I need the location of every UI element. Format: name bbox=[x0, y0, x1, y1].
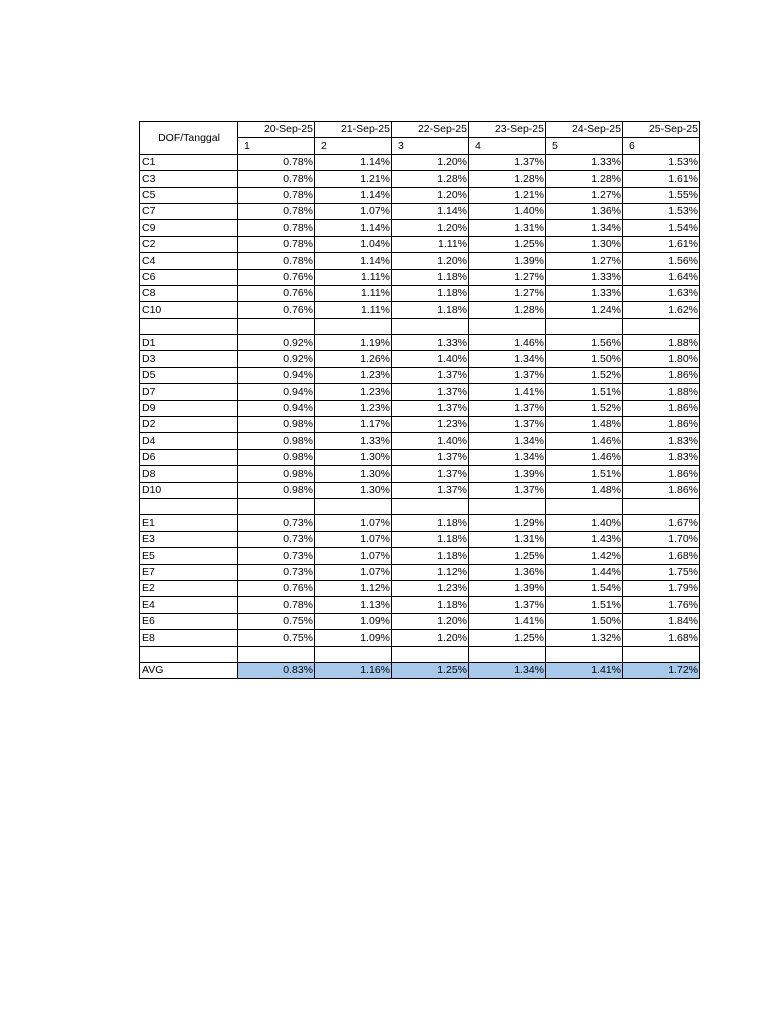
value-cell: 1.52% bbox=[546, 367, 623, 383]
row-label: D6 bbox=[140, 449, 238, 465]
value-cell: 1.54% bbox=[623, 220, 700, 236]
value-cell: 1.61% bbox=[623, 171, 700, 187]
value-cell: 1.67% bbox=[623, 515, 700, 531]
value-cell: 0.78% bbox=[238, 171, 315, 187]
table-row bbox=[140, 548, 700, 564]
row-label: D1 bbox=[140, 335, 238, 351]
value-cell: 0.98% bbox=[238, 482, 315, 498]
value-cell: 1.13% bbox=[315, 597, 392, 613]
table-row bbox=[140, 433, 700, 449]
value-cell: 1.29% bbox=[469, 515, 546, 531]
value-cell: 1.18% bbox=[392, 269, 469, 285]
row-label: C10 bbox=[140, 302, 238, 318]
table-row bbox=[140, 580, 700, 596]
value-cell: 1.48% bbox=[546, 417, 623, 433]
value-cell: 1.76% bbox=[623, 597, 700, 613]
value-cell: 0.76% bbox=[238, 302, 315, 318]
value-cell: 1.37% bbox=[392, 367, 469, 383]
value-cell: 1.32% bbox=[546, 630, 623, 646]
day-number-header: 2 bbox=[315, 138, 392, 154]
row-label: C8 bbox=[140, 285, 238, 301]
value-cell: 1.75% bbox=[623, 564, 700, 580]
value-cell bbox=[546, 498, 623, 514]
avg-cell: 0.83% bbox=[238, 662, 315, 678]
value-cell bbox=[315, 498, 392, 514]
value-cell: 1.24% bbox=[546, 302, 623, 318]
table-footer bbox=[140, 662, 700, 678]
value-cell: 1.37% bbox=[392, 449, 469, 465]
value-cell: 0.73% bbox=[238, 515, 315, 531]
value-cell: 1.64% bbox=[623, 269, 700, 285]
value-cell: 0.78% bbox=[238, 597, 315, 613]
value-cell: 1.11% bbox=[392, 236, 469, 252]
value-cell: 1.27% bbox=[546, 253, 623, 269]
table-row bbox=[140, 417, 700, 433]
value-cell: 0.78% bbox=[238, 203, 315, 219]
value-cell bbox=[546, 318, 623, 334]
value-cell: 1.86% bbox=[623, 367, 700, 383]
value-cell: 1.54% bbox=[546, 580, 623, 596]
table-row bbox=[140, 384, 700, 400]
value-cell: 1.51% bbox=[546, 384, 623, 400]
value-cell: 1.88% bbox=[623, 384, 700, 400]
value-cell: 0.98% bbox=[238, 466, 315, 482]
value-cell bbox=[238, 646, 315, 662]
value-cell: 0.94% bbox=[238, 400, 315, 416]
value-cell: 1.34% bbox=[546, 220, 623, 236]
table-row bbox=[140, 613, 700, 629]
table-row bbox=[140, 482, 700, 498]
value-cell: 1.50% bbox=[546, 613, 623, 629]
value-cell: 1.28% bbox=[546, 171, 623, 187]
avg-cell: 1.16% bbox=[315, 662, 392, 678]
date-header: 20-Sep-25 bbox=[238, 122, 315, 138]
value-cell: 0.98% bbox=[238, 433, 315, 449]
value-cell: 0.78% bbox=[238, 220, 315, 236]
value-cell: 1.25% bbox=[469, 630, 546, 646]
table-row bbox=[140, 154, 700, 170]
table-row bbox=[140, 630, 700, 646]
table-row bbox=[140, 302, 700, 318]
value-cell: 1.20% bbox=[392, 187, 469, 203]
value-cell: 1.37% bbox=[392, 384, 469, 400]
value-cell: 1.36% bbox=[546, 203, 623, 219]
value-cell: 1.53% bbox=[623, 154, 700, 170]
value-cell: 0.75% bbox=[238, 630, 315, 646]
value-cell: 1.27% bbox=[546, 187, 623, 203]
date-header: 23-Sep-25 bbox=[469, 122, 546, 138]
value-cell: 1.09% bbox=[315, 613, 392, 629]
value-cell: 1.37% bbox=[392, 482, 469, 498]
avg-cell: 1.34% bbox=[469, 662, 546, 678]
value-cell: 1.50% bbox=[546, 351, 623, 367]
value-cell: 0.78% bbox=[238, 253, 315, 269]
value-cell: 1.37% bbox=[469, 417, 546, 433]
table-row bbox=[140, 367, 700, 383]
value-cell: 1.80% bbox=[623, 351, 700, 367]
table-row bbox=[140, 531, 700, 547]
value-cell: 1.27% bbox=[469, 269, 546, 285]
table-row bbox=[140, 187, 700, 203]
row-label: E5 bbox=[140, 548, 238, 564]
value-cell: 1.26% bbox=[315, 351, 392, 367]
value-cell: 1.37% bbox=[469, 400, 546, 416]
row-label bbox=[140, 318, 238, 334]
row-label: E8 bbox=[140, 630, 238, 646]
value-cell bbox=[392, 318, 469, 334]
value-cell: 1.07% bbox=[315, 531, 392, 547]
value-cell bbox=[315, 646, 392, 662]
value-cell: 1.14% bbox=[315, 220, 392, 236]
day-number-header: 5 bbox=[546, 138, 623, 154]
value-cell: 1.20% bbox=[392, 253, 469, 269]
value-cell: 1.04% bbox=[315, 236, 392, 252]
table-row bbox=[140, 335, 700, 351]
table-row bbox=[140, 466, 700, 482]
row-label: E1 bbox=[140, 515, 238, 531]
value-cell: 1.86% bbox=[623, 417, 700, 433]
value-cell: 1.33% bbox=[315, 433, 392, 449]
value-cell: 1.37% bbox=[469, 367, 546, 383]
value-cell bbox=[469, 498, 546, 514]
value-cell: 1.25% bbox=[469, 236, 546, 252]
value-cell: 1.17% bbox=[315, 417, 392, 433]
table-row bbox=[140, 253, 700, 269]
value-cell: 1.37% bbox=[469, 482, 546, 498]
table-body bbox=[140, 154, 700, 662]
value-cell bbox=[623, 498, 700, 514]
avg-row bbox=[140, 662, 700, 678]
spacer-row bbox=[140, 318, 700, 334]
value-cell: 1.18% bbox=[392, 285, 469, 301]
value-cell: 1.41% bbox=[469, 613, 546, 629]
row-label: E3 bbox=[140, 531, 238, 547]
row-label: C7 bbox=[140, 203, 238, 219]
avg-cell: 1.41% bbox=[546, 662, 623, 678]
row-label: C2 bbox=[140, 236, 238, 252]
row-label: C6 bbox=[140, 269, 238, 285]
value-cell: 1.51% bbox=[546, 466, 623, 482]
value-cell: 1.63% bbox=[623, 285, 700, 301]
table-row bbox=[140, 515, 700, 531]
value-cell: 1.18% bbox=[392, 548, 469, 564]
value-cell: 1.21% bbox=[469, 187, 546, 203]
value-cell: 0.78% bbox=[238, 236, 315, 252]
row-label: D4 bbox=[140, 433, 238, 449]
value-cell: 1.11% bbox=[315, 269, 392, 285]
value-cell: 1.86% bbox=[623, 400, 700, 416]
value-cell: 1.83% bbox=[623, 449, 700, 465]
row-label: D8 bbox=[140, 466, 238, 482]
value-cell: 1.51% bbox=[546, 597, 623, 613]
value-cell: 1.14% bbox=[392, 203, 469, 219]
value-cell: 1.56% bbox=[623, 253, 700, 269]
value-cell: 1.33% bbox=[546, 154, 623, 170]
value-cell: 1.11% bbox=[315, 285, 392, 301]
row-label: D3 bbox=[140, 351, 238, 367]
value-cell bbox=[238, 498, 315, 514]
value-cell: 1.20% bbox=[392, 220, 469, 236]
value-cell: 0.76% bbox=[238, 580, 315, 596]
row-label: C1 bbox=[140, 154, 238, 170]
value-cell bbox=[469, 646, 546, 662]
value-cell: 1.18% bbox=[392, 597, 469, 613]
value-cell: 0.98% bbox=[238, 449, 315, 465]
value-cell: 1.31% bbox=[469, 220, 546, 236]
value-cell: 1.86% bbox=[623, 482, 700, 498]
value-cell: 1.18% bbox=[392, 531, 469, 547]
value-cell: 1.40% bbox=[546, 515, 623, 531]
value-cell: 1.21% bbox=[315, 171, 392, 187]
row-label: D5 bbox=[140, 367, 238, 383]
value-cell: 1.62% bbox=[623, 302, 700, 318]
value-cell: 1.19% bbox=[315, 335, 392, 351]
value-cell: 1.28% bbox=[469, 302, 546, 318]
value-cell: 1.30% bbox=[315, 449, 392, 465]
value-cell bbox=[315, 318, 392, 334]
value-cell: 1.28% bbox=[392, 171, 469, 187]
value-cell: 1.44% bbox=[546, 564, 623, 580]
row-label: D9 bbox=[140, 400, 238, 416]
table-row bbox=[140, 285, 700, 301]
value-cell: 1.46% bbox=[546, 449, 623, 465]
row-label: E4 bbox=[140, 597, 238, 613]
value-cell: 0.94% bbox=[238, 367, 315, 383]
date-header-row bbox=[140, 122, 700, 138]
value-cell: 1.79% bbox=[623, 580, 700, 596]
value-cell bbox=[469, 318, 546, 334]
value-cell: 1.37% bbox=[392, 400, 469, 416]
value-cell: 1.11% bbox=[315, 302, 392, 318]
value-cell: 1.52% bbox=[546, 400, 623, 416]
value-cell: 0.78% bbox=[238, 154, 315, 170]
value-cell: 1.20% bbox=[392, 154, 469, 170]
avg-label: AVG bbox=[140, 662, 238, 678]
day-number-header: 1 bbox=[238, 138, 315, 154]
table-row bbox=[140, 269, 700, 285]
value-cell: 0.94% bbox=[238, 384, 315, 400]
corner-label: DOF/Tanggal bbox=[140, 122, 238, 155]
value-cell: 1.14% bbox=[315, 253, 392, 269]
value-cell: 1.46% bbox=[469, 335, 546, 351]
value-cell: 1.23% bbox=[315, 384, 392, 400]
value-cell: 1.28% bbox=[469, 171, 546, 187]
value-cell: 1.34% bbox=[469, 351, 546, 367]
value-cell: 1.39% bbox=[469, 580, 546, 596]
value-cell: 1.30% bbox=[546, 236, 623, 252]
value-cell bbox=[623, 646, 700, 662]
spacer-row bbox=[140, 646, 700, 662]
value-cell: 1.43% bbox=[546, 531, 623, 547]
row-label: E6 bbox=[140, 613, 238, 629]
value-cell: 0.75% bbox=[238, 613, 315, 629]
value-cell: 1.31% bbox=[469, 531, 546, 547]
table-row bbox=[140, 351, 700, 367]
value-cell bbox=[238, 318, 315, 334]
value-cell: 1.34% bbox=[469, 449, 546, 465]
value-cell: 1.33% bbox=[392, 335, 469, 351]
value-cell: 1.37% bbox=[469, 597, 546, 613]
value-cell: 1.56% bbox=[546, 335, 623, 351]
value-cell: 1.61% bbox=[623, 236, 700, 252]
avg-cell: 1.25% bbox=[392, 662, 469, 678]
value-cell: 1.07% bbox=[315, 515, 392, 531]
value-cell: 0.98% bbox=[238, 417, 315, 433]
value-cell: 0.92% bbox=[238, 351, 315, 367]
value-cell: 1.07% bbox=[315, 564, 392, 580]
value-cell: 1.33% bbox=[546, 285, 623, 301]
value-cell: 1.09% bbox=[315, 630, 392, 646]
value-cell: 1.30% bbox=[315, 482, 392, 498]
value-cell: 1.33% bbox=[546, 269, 623, 285]
row-label: C5 bbox=[140, 187, 238, 203]
row-label: C4 bbox=[140, 253, 238, 269]
value-cell: 1.18% bbox=[392, 302, 469, 318]
value-cell: 0.73% bbox=[238, 531, 315, 547]
value-cell: 1.42% bbox=[546, 548, 623, 564]
value-cell: 1.14% bbox=[315, 187, 392, 203]
value-cell: 1.40% bbox=[469, 203, 546, 219]
row-label bbox=[140, 646, 238, 662]
value-cell: 1.36% bbox=[469, 564, 546, 580]
value-cell: 1.18% bbox=[392, 515, 469, 531]
table-row bbox=[140, 597, 700, 613]
value-cell: 1.83% bbox=[623, 433, 700, 449]
value-cell: 0.76% bbox=[238, 269, 315, 285]
value-cell: 1.46% bbox=[546, 433, 623, 449]
value-cell: 1.40% bbox=[392, 433, 469, 449]
table-row bbox=[140, 203, 700, 219]
value-cell: 1.84% bbox=[623, 613, 700, 629]
value-cell: 1.27% bbox=[469, 285, 546, 301]
value-cell: 1.48% bbox=[546, 482, 623, 498]
table-header bbox=[140, 122, 700, 155]
value-cell: 1.25% bbox=[469, 548, 546, 564]
table-row bbox=[140, 220, 700, 236]
row-label: E7 bbox=[140, 564, 238, 580]
value-cell bbox=[546, 646, 623, 662]
value-cell: 1.70% bbox=[623, 531, 700, 547]
value-cell: 0.92% bbox=[238, 335, 315, 351]
value-cell: 1.68% bbox=[623, 630, 700, 646]
row-label: E2 bbox=[140, 580, 238, 596]
value-cell: 0.78% bbox=[238, 187, 315, 203]
value-cell: 1.23% bbox=[392, 417, 469, 433]
value-cell: 0.73% bbox=[238, 548, 315, 564]
day-number-header: 4 bbox=[469, 138, 546, 154]
table-row bbox=[140, 449, 700, 465]
value-cell: 1.20% bbox=[392, 613, 469, 629]
day-number-header: 3 bbox=[392, 138, 469, 154]
value-cell: 1.30% bbox=[315, 466, 392, 482]
table-row bbox=[140, 564, 700, 580]
day-number-header: 6 bbox=[623, 138, 700, 154]
table-row bbox=[140, 171, 700, 187]
value-cell: 1.20% bbox=[392, 630, 469, 646]
value-cell: 1.12% bbox=[392, 564, 469, 580]
value-cell bbox=[392, 646, 469, 662]
date-header: 22-Sep-25 bbox=[392, 122, 469, 138]
date-header: 21-Sep-25 bbox=[315, 122, 392, 138]
value-cell: 1.37% bbox=[392, 466, 469, 482]
dof-percentage-table bbox=[139, 121, 700, 679]
value-cell: 0.76% bbox=[238, 285, 315, 301]
value-cell: 1.23% bbox=[315, 367, 392, 383]
value-cell: 0.73% bbox=[238, 564, 315, 580]
value-cell: 1.39% bbox=[469, 253, 546, 269]
value-cell: 1.39% bbox=[469, 466, 546, 482]
value-cell: 1.68% bbox=[623, 548, 700, 564]
date-header: 24-Sep-25 bbox=[546, 122, 623, 138]
value-cell bbox=[623, 318, 700, 334]
value-cell: 1.07% bbox=[315, 203, 392, 219]
avg-cell: 1.72% bbox=[623, 662, 700, 678]
value-cell: 1.53% bbox=[623, 203, 700, 219]
value-cell: 1.07% bbox=[315, 548, 392, 564]
table-row bbox=[140, 400, 700, 416]
value-cell: 1.86% bbox=[623, 466, 700, 482]
row-label bbox=[140, 498, 238, 514]
spacer-row bbox=[140, 498, 700, 514]
value-cell: 1.34% bbox=[469, 433, 546, 449]
value-cell bbox=[392, 498, 469, 514]
table-row bbox=[140, 236, 700, 252]
value-cell: 1.88% bbox=[623, 335, 700, 351]
value-cell: 1.14% bbox=[315, 154, 392, 170]
value-cell: 1.40% bbox=[392, 351, 469, 367]
value-cell: 1.12% bbox=[315, 580, 392, 596]
row-label: D2 bbox=[140, 417, 238, 433]
value-cell: 1.23% bbox=[392, 580, 469, 596]
row-label: C3 bbox=[140, 171, 238, 187]
value-cell: 1.23% bbox=[315, 400, 392, 416]
row-label: C9 bbox=[140, 220, 238, 236]
row-label: D10 bbox=[140, 482, 238, 498]
value-cell: 1.37% bbox=[469, 154, 546, 170]
value-cell: 1.41% bbox=[469, 384, 546, 400]
row-label: D7 bbox=[140, 384, 238, 400]
value-cell: 1.55% bbox=[623, 187, 700, 203]
date-header: 25-Sep-25 bbox=[623, 122, 700, 138]
